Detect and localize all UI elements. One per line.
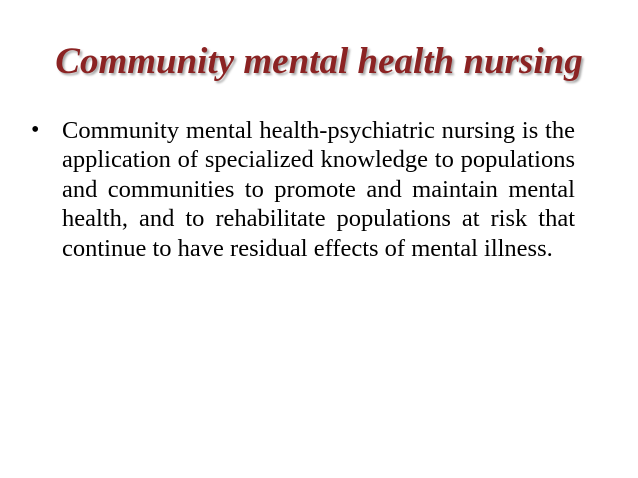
slide-title: Community mental health nursing — [55, 41, 583, 82]
bullet-icon: • — [31, 117, 40, 143]
bullet-item — [31, 116, 575, 263]
bullet-text: Community mental health-psychiatric nursing is the application of specialized knowledge to populations and communities to promote and maintain mental health, and to rehabilitate populations at risk that continue to have residual effects of mental illness. — [62, 117, 575, 262]
slide-body — [31, 116, 575, 263]
